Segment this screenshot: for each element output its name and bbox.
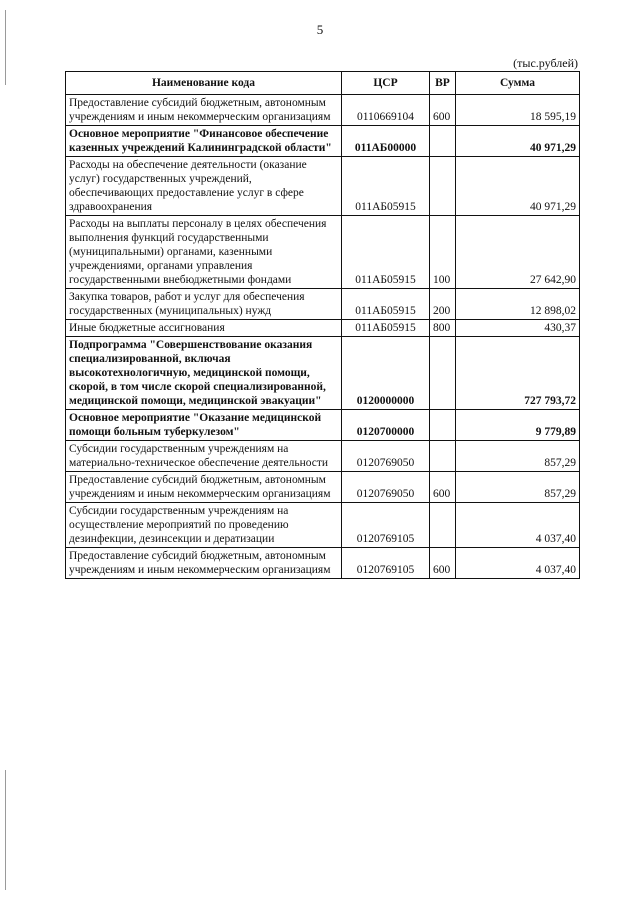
cell-code: 011АБ05915 bbox=[342, 157, 430, 216]
cell-sum: 40 971,29 bbox=[456, 126, 580, 157]
cell-sum: 857,29 bbox=[456, 472, 580, 503]
table-body bbox=[66, 95, 580, 579]
header-vr: ВР bbox=[430, 72, 456, 95]
cell-vr: 600 bbox=[430, 548, 456, 579]
cell-code: 0120769105 bbox=[342, 548, 430, 579]
cell-name: Закупка товаров, работ и услуг для обеспечения государственных (муниципальных) нужд bbox=[66, 289, 342, 320]
cell-vr bbox=[430, 157, 456, 216]
cell-vr bbox=[430, 337, 456, 410]
cell-sum: 18 595,19 bbox=[456, 95, 580, 126]
cell-vr: 800 bbox=[430, 320, 456, 337]
cell-vr: 600 bbox=[430, 472, 456, 503]
cell-vr bbox=[430, 503, 456, 548]
cell-sum: 4 037,40 bbox=[456, 548, 580, 579]
cell-code: 0110669104 bbox=[342, 95, 430, 126]
cell-name: Основное мероприятие "Оказание медицинской помощи больным туберкулезом" bbox=[66, 410, 342, 441]
cell-name: Предоставление субсидий бюджетным, автономным учреждениям и иным некоммерческим организациям bbox=[66, 472, 342, 503]
scan-edge-mark bbox=[5, 770, 6, 890]
table-row bbox=[66, 548, 580, 579]
cell-name: Предоставление субсидий бюджетным, автономным учреждениям и иным некоммерческим организациям bbox=[66, 95, 342, 126]
header-name: Наименование кода bbox=[66, 72, 342, 95]
cell-code: 011АБ00000 bbox=[342, 126, 430, 157]
cell-name: Субсидии государственным учреждениям на материально-техническое обеспечение деятельности bbox=[66, 441, 342, 472]
table-row bbox=[66, 503, 580, 548]
cell-code: 0120000000 bbox=[342, 337, 430, 410]
cell-code: 011АБ05915 bbox=[342, 320, 430, 337]
units-label: (тыс.рублей) bbox=[513, 56, 578, 70]
cell-code: 0120700000 bbox=[342, 410, 430, 441]
table-row bbox=[66, 441, 580, 472]
cell-code: 0120769105 bbox=[342, 503, 430, 548]
cell-sum: 40 971,29 bbox=[456, 157, 580, 216]
cell-sum: 27 642,90 bbox=[456, 216, 580, 289]
cell-sum: 857,29 bbox=[456, 441, 580, 472]
cell-vr: 100 bbox=[430, 216, 456, 289]
table-header-row bbox=[66, 72, 580, 95]
table-row bbox=[66, 95, 580, 126]
cell-vr bbox=[430, 441, 456, 472]
table-row bbox=[66, 289, 580, 320]
cell-code: 011АБ05915 bbox=[342, 216, 430, 289]
cell-vr: 600 bbox=[430, 95, 456, 126]
table-row bbox=[66, 126, 580, 157]
cell-name: Предоставление субсидий бюджетным, автономным учреждениям и иным некоммерческим организациям bbox=[66, 548, 342, 579]
table-row bbox=[66, 157, 580, 216]
page-number: 5 bbox=[316, 22, 324, 37]
table-row bbox=[66, 472, 580, 503]
cell-sum: 4 037,40 bbox=[456, 503, 580, 548]
cell-sum: 727 793,72 bbox=[456, 337, 580, 410]
cell-sum: 430,37 bbox=[456, 320, 580, 337]
cell-name: Иные бюджетные ассигнования bbox=[66, 320, 342, 337]
cell-sum: 12 898,02 bbox=[456, 289, 580, 320]
cell-name: Расходы на выплаты персоналу в целях обеспечения выполнения функций государственными (муниципальными) органами, казенными учреждениями, органами управления государственными внебюджетными фондами bbox=[66, 216, 342, 289]
budget-table bbox=[65, 71, 580, 579]
cell-code: 011АБ05915 bbox=[342, 289, 430, 320]
table-row bbox=[66, 410, 580, 441]
cell-code: 0120769050 bbox=[342, 441, 430, 472]
cell-vr bbox=[430, 126, 456, 157]
cell-vr bbox=[430, 410, 456, 441]
cell-name: Субсидии государственным учреждениям на осуществление мероприятий по проведению дезинфекции, дезинсекции и дератизации bbox=[66, 503, 342, 548]
scan-edge-mark bbox=[5, 10, 6, 85]
table-row bbox=[66, 337, 580, 410]
cell-sum: 9 779,89 bbox=[456, 410, 580, 441]
table-row bbox=[66, 320, 580, 337]
cell-name: Основное мероприятие "Финансовое обеспечение казенных учреждений Калининградской области" bbox=[66, 126, 342, 157]
cell-vr: 200 bbox=[430, 289, 456, 320]
header-code: ЦСР bbox=[342, 72, 430, 95]
cell-code: 0120769050 bbox=[342, 472, 430, 503]
table-row bbox=[66, 216, 580, 289]
header-sum: Сумма bbox=[456, 72, 580, 95]
cell-name: Подпрограмма "Совершенствование оказания специализированной, включая высокотехнологичную, медицинской помощи, скорой, в том числе скорой специализированной, медицинской помощи, медицинской эвакуации" bbox=[66, 337, 342, 410]
cell-name: Расходы на обеспечение деятельности (оказание услуг) государственных учреждений, обеспечивающих предоставление услуг в сфере здравоохранения bbox=[66, 157, 342, 216]
